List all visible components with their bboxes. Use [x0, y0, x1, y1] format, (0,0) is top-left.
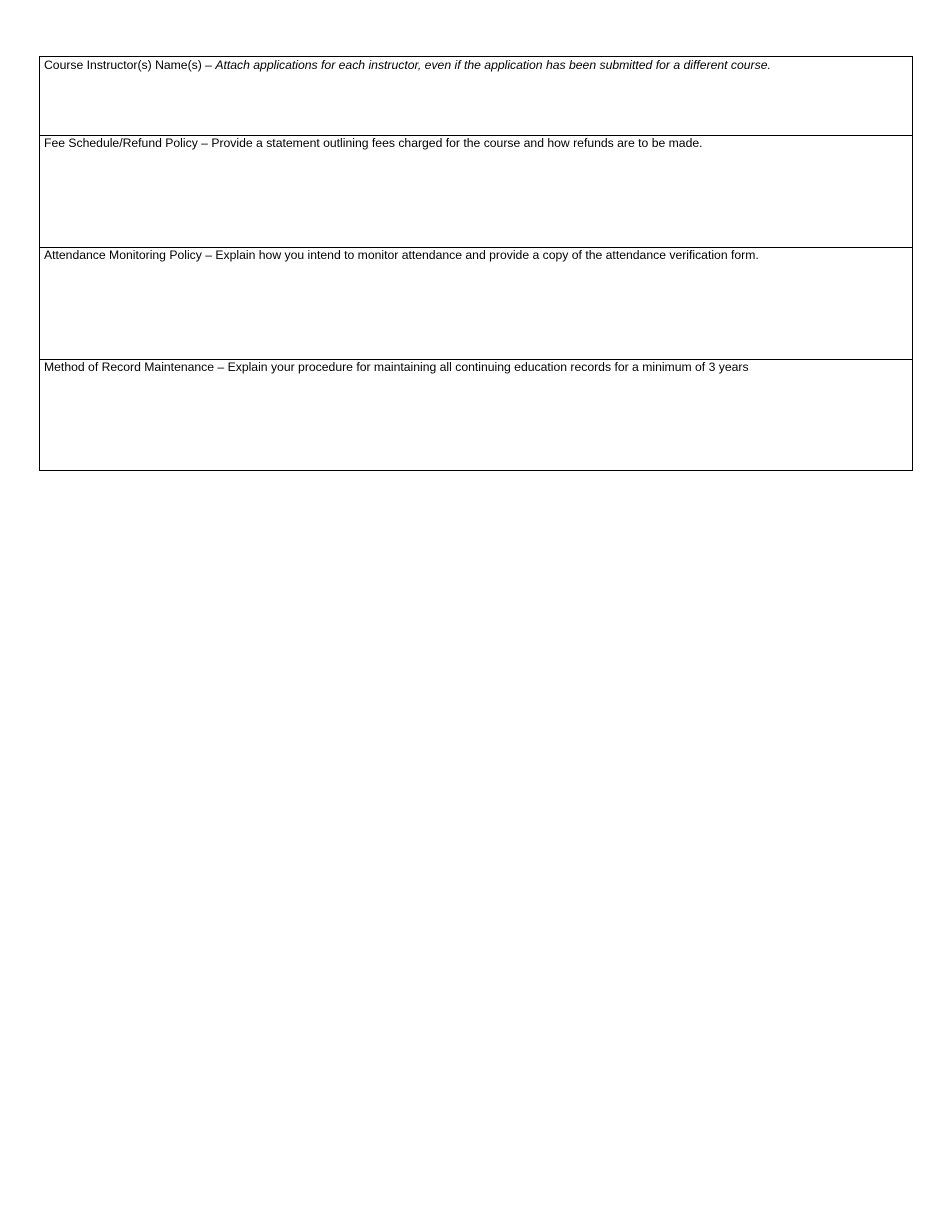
record-maintenance-method-label: Method of Record Maintenance – Explain your procedure for maintaining all continuing education records for a minimum of 3 years	[44, 360, 749, 374]
course-details-form-table	[39, 56, 913, 471]
fee-schedule-refund-policy-field[interactable]	[40, 135, 912, 247]
fee-schedule-refund-policy-label: Fee Schedule/Refund Policy – Provide a statement outlining fees charged for the course and how refunds are to be made.	[44, 136, 703, 150]
course-instructor-note: Attach applications for each instructor, even if the application has been submitted for a different course.	[215, 58, 771, 72]
attendance-monitoring-policy-label: Attendance Monitoring Policy – Explain how you intend to monitor attendance and provide a copy of the attendance verification form.	[44, 248, 759, 262]
attendance-monitoring-policy-field[interactable]	[40, 247, 912, 359]
course-instructor-names-label	[44, 58, 908, 72]
course-instructor-names-field[interactable]	[40, 57, 912, 135]
record-maintenance-method-field[interactable]	[40, 359, 912, 470]
course-instructor-label-text: Course Instructor(s) Name(s) –	[44, 58, 216, 72]
